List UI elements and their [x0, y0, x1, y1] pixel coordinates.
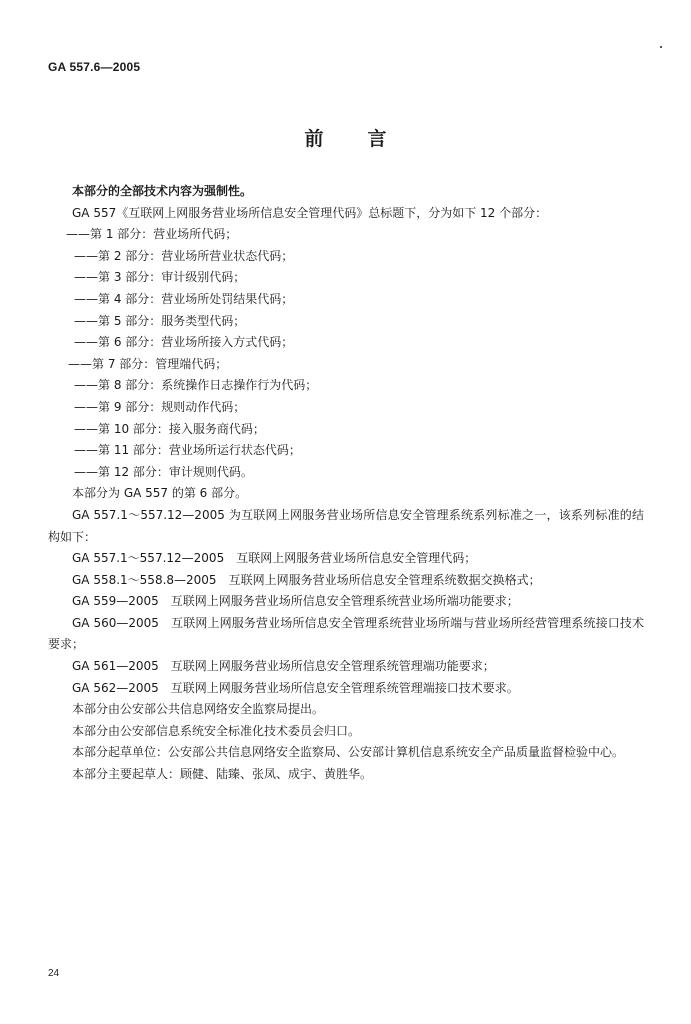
paragraph-part-statement: 本部分为 GA 557 的第 6 部分。	[72, 486, 248, 501]
series-item-558: GA 558.1～558.8—2005 互联网上网服务营业场所信息安全管理系统数据交换格式；	[72, 572, 541, 587]
page-title	[0, 124, 691, 151]
paragraph-proposer: 本部分由公安部公共信息网络安全监察局提出。	[72, 702, 325, 717]
list-item-part-11: ——第 11 部分：营业场所运行状态代码；	[74, 443, 301, 458]
list-item-part-10: ——第 10 部分：接入服务商代码；	[74, 421, 265, 436]
paragraph-mandatory: 本部分的全部技术内容为强制性。	[72, 184, 253, 198]
foreword-body	[48, 181, 648, 786]
list-item-part-6: ——第 6 部分：营业场所接入方式代码；	[74, 335, 294, 350]
series-item-557: GA 557.1～557.12—2005 互联网上网服务营业场所信息安全管理代码；	[72, 551, 477, 566]
list-item-part-4: ——第 4 部分：营业场所处罚结果代码；	[74, 291, 294, 306]
series-item-561: GA 561—2005 互联网上网服务营业场所信息安全管理系统管理端功能要求；	[72, 659, 495, 674]
paragraph-committee: 本部分由公安部信息系统安全标准化技术委员会归口。	[72, 723, 361, 738]
series-item-562: GA 562—2005 互联网上网服务营业场所信息安全管理系统管理端接口技术要求。	[72, 680, 519, 695]
list-item-part-1: ——第 1 部分：营业场所代码；	[66, 227, 238, 242]
list-item-part-5: ——第 5 部分：服务类型代码；	[74, 313, 246, 328]
list-item-part-7: ——第 7 部分：管理端代码；	[68, 356, 228, 371]
list-item-part-9: ——第 9 部分：规则动作代码；	[74, 399, 246, 414]
standard-code: GA 557.6—2005	[48, 60, 141, 74]
paragraph-series-intro: GA 557.1～557.12—2005 为互联网上网服务营业场所信息安全管理系统系列标准之一，该系列标准的结构如下：	[48, 507, 644, 544]
list-item-part-12: ——第 12 部分：审计规则代码。	[74, 464, 253, 479]
list-item-part-8: ——第 8 部分：系统操作日志操作行为代码；	[74, 378, 318, 393]
series-item-560: GA 560—2005 互联网上网服务营业场所信息安全管理系统营业场所端与营业场所经营管理系统接口技术要求；	[48, 615, 644, 652]
scan-speck	[660, 46, 662, 48]
paragraph-drafters: 本部分主要起草人：顾健、陆臻、张凤、成宇、黄胜华。	[72, 767, 373, 782]
paragraph-overview: GA 557《互联网上网服务营业场所信息安全管理代码》总标题下，分为如下 12 个部分：	[72, 205, 548, 220]
title-char-2: 言	[367, 128, 387, 150]
page-number: 24	[48, 968, 60, 979]
list-item-part-3: ——第 3 部分：审计级别代码；	[74, 270, 246, 285]
paragraph-drafting-units: 本部分起草单位：公安部公共信息网络安全监察局、公安部计算机信息系统安全产品质量监督检验中心。	[72, 745, 625, 760]
title-char-1: 前	[304, 128, 324, 150]
list-item-part-2: ——第 2 部分：营业场所营业状态代码；	[74, 248, 294, 263]
series-item-559: GA 559—2005 互联网上网服务营业场所信息安全管理系统营业场所端功能要求；	[72, 594, 519, 609]
